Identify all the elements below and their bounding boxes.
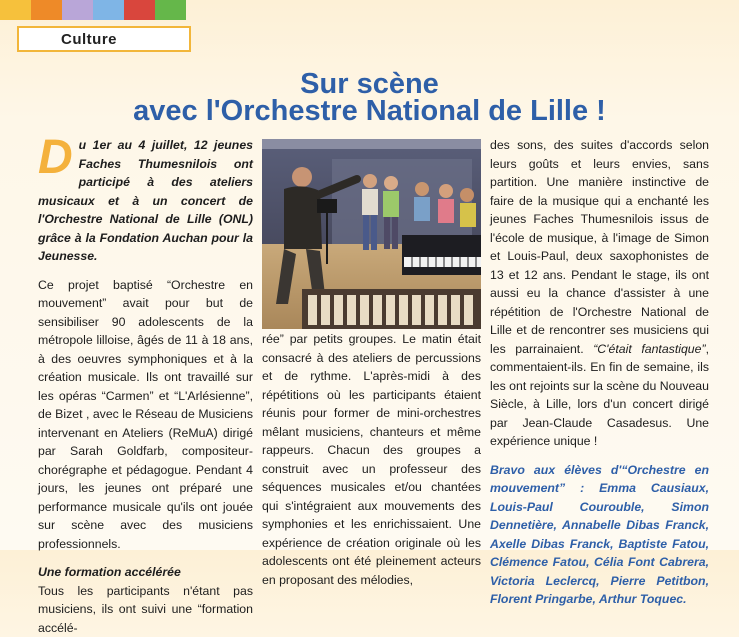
rehearsal-photo-icon bbox=[262, 139, 481, 329]
column-1 bbox=[38, 136, 253, 637]
rehearsal-photo bbox=[262, 139, 481, 329]
stripe-2 bbox=[31, 0, 62, 20]
stripe-6 bbox=[155, 0, 186, 20]
subheading: Une formation accélérée bbox=[38, 563, 253, 582]
body-paragraph-2: Tous les participants n'étant pas musiciens, ils ont suivi une “formation accélé- bbox=[38, 582, 253, 637]
body-paragraph-3: rée” par petits groupes. Le matin était consacré à des ateliers de percussions et de rythme. L'après-midi à des répétitions où les participants étaient réunis pour former de mini-orchestres mêlant musiciens, chanteurs et même rappeurs. Chacun des groupes a construit avec un professeur des séquences musicales et/ou chantées qui s'intégraient aux mouvements des symphonies et les enrichissaient. Une expérience de création originale où les adolescents ont été pleinement acteurs en proposant des mélodies, bbox=[262, 330, 481, 589]
column-3 bbox=[490, 136, 709, 609]
drop-cap: D bbox=[38, 138, 73, 178]
stripe-3 bbox=[62, 0, 93, 20]
lead-text: u 1er au 4 juillet, 12 jeunes Faches Thumesnilois ont participé à des ateliers musicaux et à un concert de l'Orchestre National de Lille (ONL) grâce à la Fondation Auchan pour la Jeunesse. bbox=[38, 138, 253, 263]
bravo-paragraph: Bravo aux élèves d'“Orchestre en mouvement” : Emma Causiaux, Louis-Paul Courouble, Simon Dennetière, Annabelle Dibas Franck, Axelle Dibas Franck, Baptiste Fatou, Clémence Fatou, Célia Font Cabrera, Victoria Leclercq, Pierre Petitbon, Florent Pringarbe, Arthur Toquec. bbox=[490, 461, 709, 609]
article-title-line-1: Sur scène bbox=[0, 68, 739, 101]
body-paragraph-4-text: des sons, des suites d'accords selon leurs goûts et leurs envies, sans partition. Une manière instinctive de faire de la musique qui a enchanté les jeunes Faches Thumesnilois issus de l'école de musique, à l'image de Simon et Louis-Paul, deux saxophonistes de 13 et 12 ans. Pendant le stage, ils ont aussi eu la chance d'assister à une répétition de l'Orchestre National de Lille et de rencontrer ses musiciens qui les parrainaient. bbox=[490, 138, 709, 356]
lead-paragraph bbox=[38, 136, 253, 266]
section-tag-label: Culture bbox=[61, 31, 117, 48]
section-tag bbox=[17, 26, 191, 52]
stripe-4 bbox=[93, 0, 124, 20]
body-paragraph-4-end: , commentaient-ils. En fin de semaine, ils les ont rejoints sur la scène du Nouveau Siècle, à Lille, lors d'un concert dirigé par Jean-Claude Casadesus. Une expérience unique ! bbox=[490, 342, 709, 449]
column-2 bbox=[262, 330, 481, 589]
color-stripes bbox=[0, 0, 186, 20]
quote: “C'était fantastique” bbox=[593, 342, 705, 356]
article-title-line-2: avec l'Orchestre National de Lille ! bbox=[0, 95, 739, 128]
body-paragraph-4 bbox=[490, 136, 709, 451]
body-paragraph-1: Ce projet baptisé “Orchestre en mouvement” avait pour but de sensibiliser 90 adolescents de la métropole lilloise, âgés de 11 à 18 ans, à des oeuvres symphoniques et à la création musicale. Ils ont travaillé sur les opéras “Carmen” et “L'Arlésienne”, de Bizet , avec le Réseau de Musiciens intervenant en Ateliers (ReMuA) dirigé par Sarah Goldfarb, compositeur-chorégraphe et pédagogue. Pendant 4 jours, les jeunes ont préparé une performance musicale qu'ils ont jouée sur scène avec des musiciens professionnels. bbox=[38, 276, 253, 554]
stripe-5 bbox=[124, 0, 155, 20]
stripe-1 bbox=[0, 0, 31, 20]
